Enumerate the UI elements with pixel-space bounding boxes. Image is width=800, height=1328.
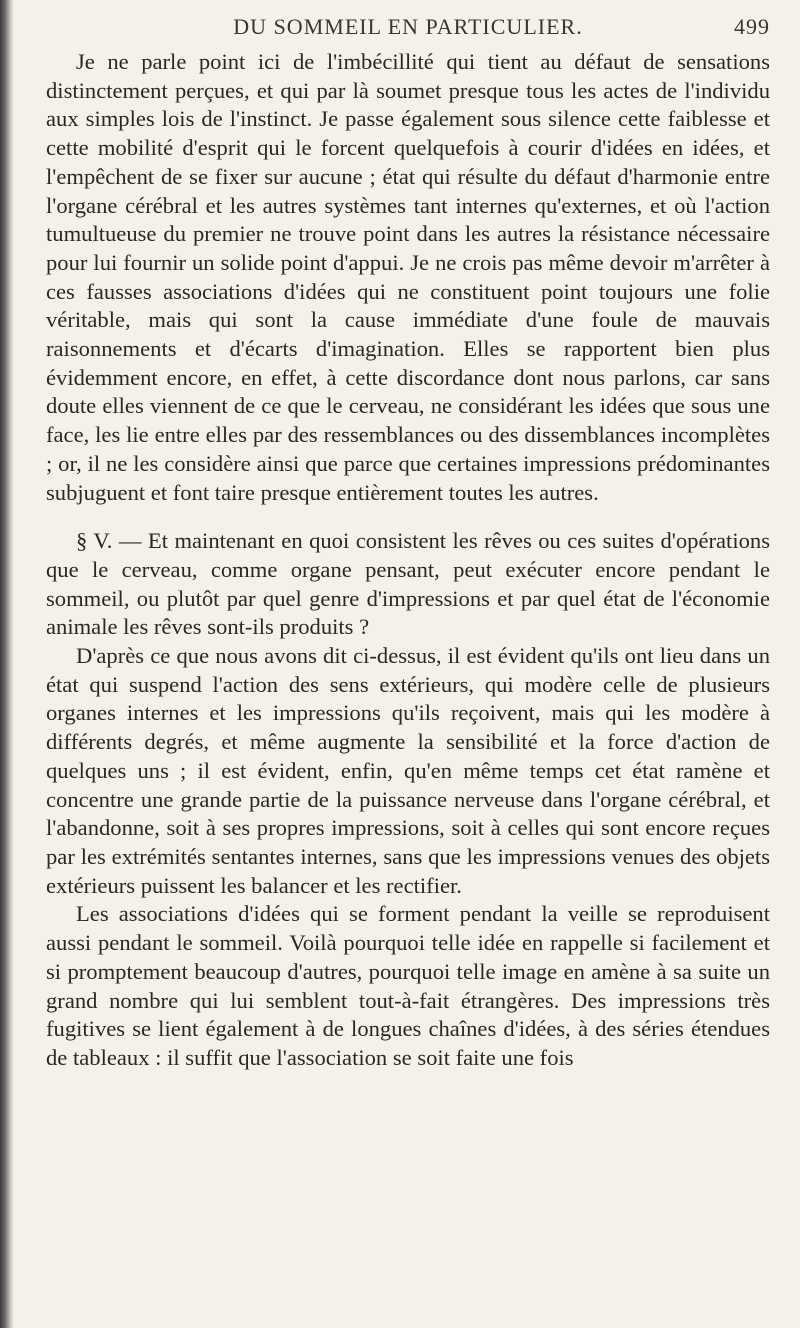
paragraph-section-v: § V. — Et maintenant en quoi consistent les rêves ou ces suites d'opérations que le cerveau, comme organe pensant, peut exécuter encore pendant le sommeil, ou plutôt par quel genre d'impressions et par quel état de l'économie animale les rêves sont-ils produits ? bbox=[46, 528, 770, 640]
body-text bbox=[46, 48, 770, 1073]
running-title: DU SOMMEIL EN PARTICULIER. bbox=[233, 14, 583, 39]
binding-gutter bbox=[0, 0, 14, 1328]
book-page bbox=[46, 14, 770, 1304]
paragraph-associations: Les associations d'idées qui se forment pendant la veille se reproduisent aussi pendant le sommeil. Voilà pourquoi telle idée en rappelle si facilement et si promptement beaucoup d'autres, pourquoi telle image en amène à sa suite un grand nombre qui lui semblent tout-à-fait étrangères. Des impressions très fugitives se lient également à de longues chaînes d'idées, à des séries étendues de tableaux : il suffit que l'association se soit faite une fois bbox=[46, 901, 770, 1070]
page-number: 499 bbox=[734, 14, 770, 39]
paragraph-d-apres: D'après ce que nous avons dit ci-dessus, il est évident qu'ils ont lieu dans un état qui suspend l'action des sens extérieurs, qui modère celle de plusieurs organes internes et les impressions qu'ils reçoivent, mais qui les modère à différents degrés, et même augmente la sensibilité et la force d'action de quelques uns ; il est évident, enfin, qu'en même temps cet état ramène et concentre une grande partie de la puissance nerveuse dans l'organe cérébral, et l'abandonne, soit à ses propres impressions, soit à celles qui sont encore reçues par les extrémités sentantes internes, sans que les impressions venues des objets extérieurs puissent les balancer et les rectifier. bbox=[46, 643, 770, 898]
paragraph-imbecillite: Je ne parle point ici de l'imbécillité qui tient au défaut de sensations distinctement perçues, et qui par là soumet presque tous les actes de l'individu aux simples lois de l'instinct. Je passe également sous silence cette faiblesse et cette mobilité d'esprit qui le forcent quelquefois à courir d'idées en idées, et l'empêchent de se fixer sur aucune ; état qui résulte du défaut d'harmonie entre l'organe cérébral et les autres systèmes tant internes qu'externes, et où l'action tumultueuse du premier ne trouve point dans les autres la résistance nécessaire pour lui fournir un solide point d'appui. Je ne crois pas même devoir m'arrêter à ces fausses associations d'idées qui ne constituent point toujours une folie véritable, mais qui sont la cause immédiate d'une foule de mauvais raisonnements et d'écarts d'imagination. Elles se rapportent bien plus évidemment encore, en effet, à cette discordance dont nous parlons, car sans doute elles viennent de ce que le cerveau, ne considérant les idées que sous une face, les lie entre elles par des ressemblances ou des dissemblances incomplètes ; or, il ne les considère ainsi que parce que certaines impressions prédominantes subjuguent et font taire presque entièrement toutes les autres. bbox=[46, 49, 770, 505]
page-header bbox=[46, 14, 770, 48]
